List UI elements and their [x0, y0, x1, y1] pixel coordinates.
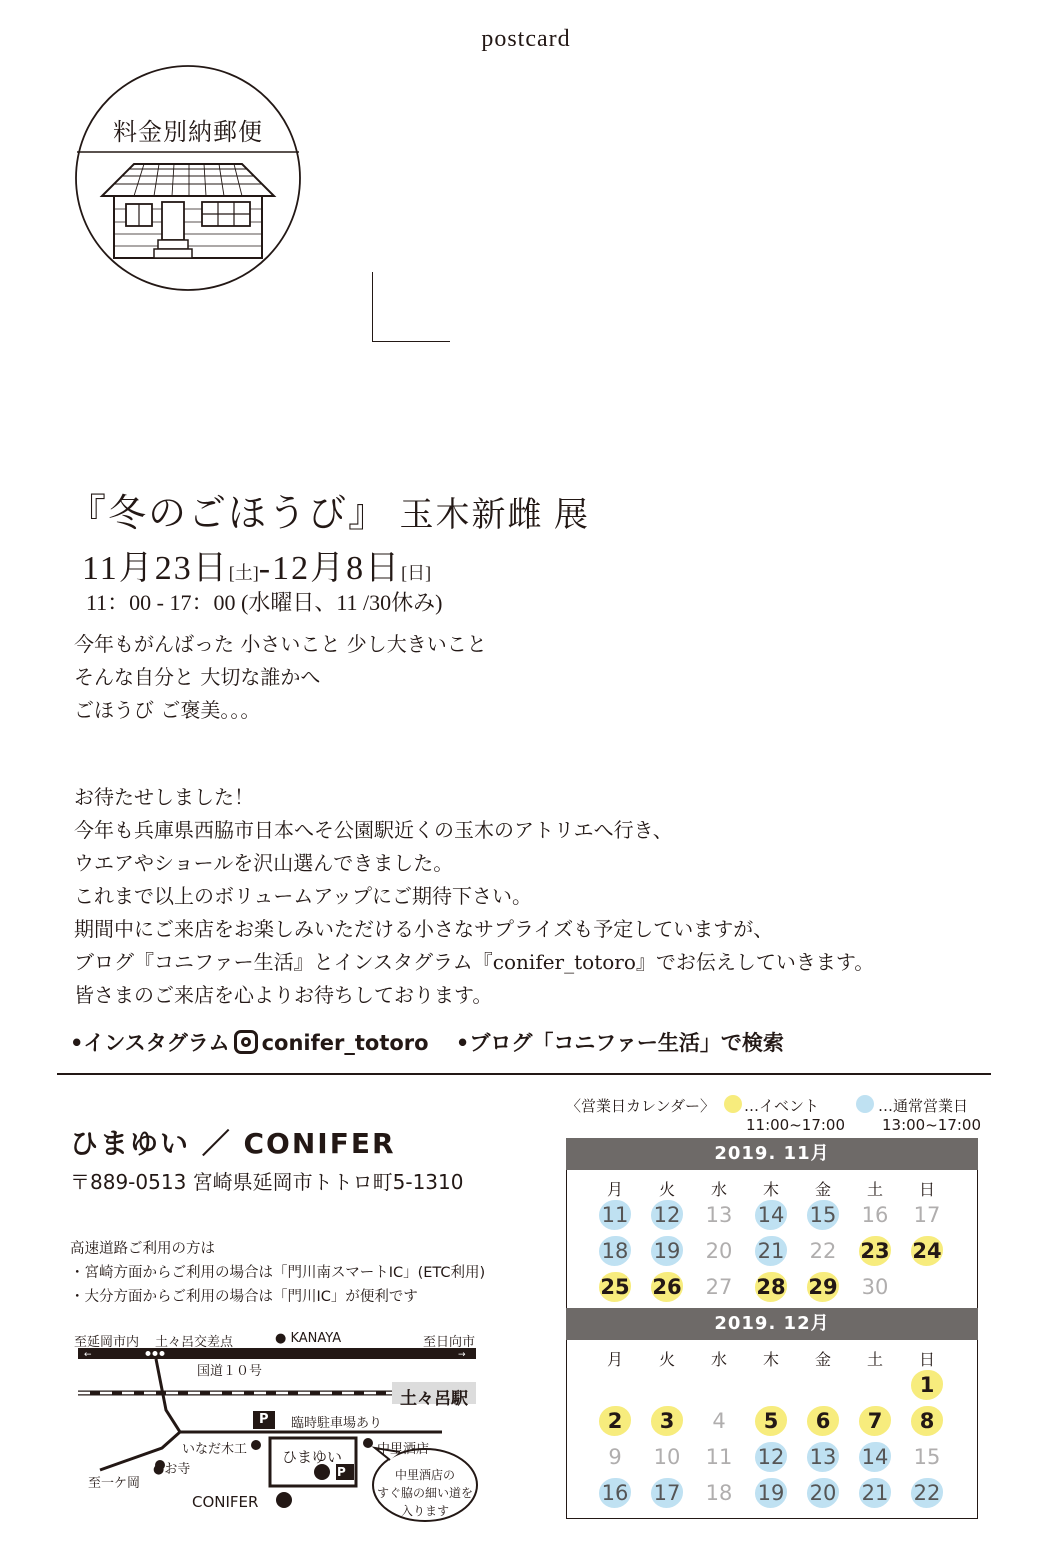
calendar-date-number: 7 [867, 1409, 883, 1433]
calendar-date-cell [693, 1403, 745, 1439]
calendar-date-number: 15 [809, 1203, 837, 1227]
map-label-inada: いなだ木工 [182, 1442, 248, 1457]
end-date: 12月8日 [272, 550, 402, 587]
calendar-date-cell [641, 1403, 693, 1439]
calendar-date-number: 14 [861, 1445, 889, 1469]
calendar-weekday: 木 [762, 1180, 779, 1199]
normal-dot-icon [856, 1095, 874, 1113]
calendar-date-cell [849, 1439, 901, 1475]
svg-text:←: ← [84, 1350, 92, 1360]
map-label-kanaya: ● KANAYA [275, 1331, 342, 1346]
calendar-date-number: 4 [712, 1409, 726, 1433]
calendar-date-number: 22 [913, 1481, 941, 1505]
calendar-date-number: 18 [705, 1481, 733, 1505]
calendar-date-cell [849, 1197, 901, 1233]
map-bubble-line: 中里酒店の [394, 1468, 455, 1482]
calendar-weekday: 水 [710, 1350, 727, 1369]
calendar-date-cell [901, 1475, 953, 1511]
message-line: お待たせしました！ [74, 785, 254, 809]
calendar-date-number: 30 [861, 1275, 889, 1299]
access-line: ・大分方面からご利用の場合は「門川IC」が便利です [70, 1289, 418, 1305]
poem-line: ごほうび ご褒美。。。 [74, 698, 261, 722]
map-label-intersection: 土々呂交差点 [155, 1335, 234, 1350]
calendar-date-number: 23 [860, 1239, 890, 1263]
calendar-date-number: 25 [600, 1275, 630, 1299]
message-line: 今年も兵庫県西脇市日本へそ公園駅近くの玉木のアトリエへ行き、 [74, 818, 673, 842]
calendar-date-number: 28 [756, 1275, 786, 1299]
calendar-weekday: 日 [918, 1350, 935, 1369]
calendar-weekday: 月 [606, 1180, 623, 1199]
calendar-date-cell [849, 1233, 901, 1269]
message-line: ブログ『コニファー生活』とインスタグラム『conifer_totoro』でお伝えしていきます。 [74, 950, 875, 974]
calendar-date-cell [797, 1475, 849, 1511]
access-heading: 高速道路ご利用の方は [70, 1241, 215, 1257]
calendar-date-number: 21 [861, 1481, 889, 1505]
calendar-date-number: 19 [653, 1239, 681, 1263]
calendar-date-number: 21 [757, 1239, 785, 1263]
calendar-date-number: 1 [919, 1373, 935, 1397]
calendar-date-cell [745, 1269, 797, 1305]
map-label-conifer: CONIFER [192, 1493, 259, 1511]
calendar-date-cell [901, 1403, 953, 1439]
calendar-date-number: 14 [757, 1203, 785, 1227]
title-main: 『冬のごほうび』 [68, 493, 389, 535]
shop-address: 〒889-0513 宮崎県延岡市トトロ町5-1310 [70, 1170, 464, 1194]
end-dow: [日] [401, 563, 432, 583]
svg-text:→: → [458, 1350, 466, 1360]
calendar-weekday: 金 [814, 1350, 831, 1369]
calendar-date-cell [849, 1403, 901, 1439]
legend-normal-hours: 13:00~17:00 [882, 1116, 982, 1134]
calendar-date-cell [641, 1233, 693, 1269]
calendar-date-cell [589, 1269, 641, 1305]
calendar-date-number: 20 [809, 1481, 837, 1505]
calendar-date-cell [901, 1197, 953, 1233]
calendar-date-number: 2 [607, 1409, 623, 1433]
calendar-date-cell [797, 1269, 849, 1305]
title-sub: 玉木新雌 展 [399, 497, 591, 534]
calendar-date-cell [797, 1439, 849, 1475]
calendar-date-cell [641, 1475, 693, 1511]
calendar-weekday: 日 [918, 1180, 935, 1199]
calendar-date-number: 17 [913, 1203, 941, 1227]
calendar-date-cell [693, 1233, 745, 1269]
calendar-date-number: 20 [705, 1239, 733, 1263]
map-label-station: 土々呂駅 [400, 1389, 468, 1409]
calendar-weekday: 水 [710, 1180, 727, 1199]
calendar-date-cell [589, 1197, 641, 1233]
start-date: 11月23日 [82, 550, 229, 587]
calendar-date-cell [693, 1439, 745, 1475]
calendar-date-number: 11 [601, 1203, 629, 1227]
calendar-date-cell [849, 1475, 901, 1511]
calendar-date-cell [797, 1197, 849, 1233]
calendar-weekday: 土 [866, 1180, 883, 1199]
calendar-date-number: 24 [912, 1239, 942, 1263]
calendar-date-cell [901, 1233, 953, 1269]
message-line: これまで以上のボリュームアップにご期待下さい。 [74, 884, 532, 908]
postcard-label: postcard [481, 26, 571, 52]
calendar-date-number: 26 [652, 1275, 682, 1299]
shop-name: ひまゆい ／ CONIFER [70, 1127, 396, 1160]
map-label-himayui: ひまゆい [282, 1448, 343, 1466]
map-label-to-ikeoka: 至一ケ岡 [88, 1476, 141, 1491]
stamp-label: 料金別納郵便 [113, 118, 263, 146]
calendar-date-cell [641, 1269, 693, 1305]
calendar-date-cell [745, 1233, 797, 1269]
calendar-date-number: 12 [653, 1203, 681, 1227]
calendar-date-cell [589, 1233, 641, 1269]
calendar-date-number: 9 [608, 1445, 622, 1469]
message-line: 皆さまのご来店を心よりお待ちしております。 [74, 983, 493, 1007]
map-label-temp-parking: 臨時駐車場あり [291, 1416, 383, 1431]
calendar-date-number: 29 [808, 1275, 838, 1299]
calendar-date-cell [745, 1403, 797, 1439]
calendar-date-number: 3 [659, 1409, 675, 1433]
calendar-weekday: 火 [658, 1180, 675, 1199]
calendar-date-number: 17 [653, 1481, 681, 1505]
legend-normal-label: …通常営業日 [878, 1097, 969, 1115]
address-corner-mark [372, 272, 450, 342]
map-label-to-nobeoka: 至延岡市内 [74, 1335, 140, 1350]
social-links [70, 1027, 784, 1057]
poem-line: 今年もがんばった 小さいこと 少し大きいこと [74, 632, 487, 656]
calendar-date-number: 22 [809, 1239, 837, 1263]
access-line: ・宮崎方面からご利用の場合は「門川南スマートIC」(ETC利用) [70, 1265, 486, 1281]
calendar-date-number: 11 [705, 1445, 733, 1469]
map-parking-p: P [259, 1412, 269, 1427]
map-bubble-line: 入ります [400, 1504, 449, 1518]
calendar-date-number: 16 [861, 1203, 889, 1227]
legend-event-label: …イベント [744, 1097, 820, 1115]
calendar-date-cell [901, 1439, 953, 1475]
calendar-date-number: 10 [653, 1445, 681, 1469]
message-line: 期間中にご来店をお楽しみいただける小さなサプライズも予定していますが、 [74, 917, 774, 941]
calendar-date-cell [693, 1269, 745, 1305]
calendar-date-number: 13 [809, 1445, 837, 1469]
calendar-date-number: 12 [757, 1445, 785, 1469]
calendar-date-cell [589, 1475, 641, 1511]
instagram-prefix: •インスタグラム [70, 1031, 230, 1055]
calendar-date-number: 18 [601, 1239, 629, 1263]
instagram-icon [234, 1030, 258, 1054]
calendar-weekday: 火 [658, 1350, 675, 1369]
calendar-date-cell [901, 1367, 953, 1403]
map-label-otera: ●お寺 [153, 1462, 191, 1477]
calendar-date-number: 16 [601, 1481, 629, 1505]
message-line: ウエアやショールを沢山選んできました。 [74, 851, 454, 875]
map-label-to-hyuga: 至日向市 [423, 1335, 476, 1350]
calendar-month-header: 2019. 11月 [566, 1138, 978, 1170]
section-divider [57, 1073, 991, 1075]
calendar-date-number: 15 [913, 1445, 941, 1469]
calendar-date-number: 6 [815, 1409, 831, 1433]
opening-hours: 11：00 - 17：00 (水曜日、11 /30休み) [86, 590, 443, 615]
exhibition-dates [82, 540, 431, 589]
calendar-date-cell [745, 1197, 797, 1233]
calendar-date-number: 19 [757, 1481, 785, 1505]
map-label-route: 国道１０号 [197, 1364, 263, 1379]
calendar-date-cell [745, 1475, 797, 1511]
calendar-date-cell [849, 1269, 901, 1305]
calendar-date-cell [797, 1403, 849, 1439]
legend-event-hours: 11:00~17:00 [746, 1116, 846, 1134]
calendar-month-header: 2019. 12月 [566, 1308, 978, 1340]
calendar-weekday: 土 [866, 1350, 883, 1369]
calendar-date-number: 13 [705, 1203, 733, 1227]
date-separator: - [258, 550, 273, 587]
calendar-date-cell [745, 1439, 797, 1475]
calendar-legend-title: 〈営業日カレンダー〉 [566, 1097, 716, 1115]
calendar-date-cell [589, 1439, 641, 1475]
calendar-date-cell [641, 1197, 693, 1233]
calendar-date-cell [797, 1233, 849, 1269]
calendar-date-number: 8 [919, 1409, 935, 1433]
exhibition-title [68, 482, 590, 537]
calendar-date-number: 5 [763, 1409, 779, 1433]
postage-stamp-house-illustration [74, 64, 302, 292]
calendar-weekday: 木 [762, 1350, 779, 1369]
poem-line: そんな自分と 大切な誰かへ [74, 665, 321, 689]
instagram-handle: conifer_totoro [261, 1031, 429, 1055]
calendar-date-cell [589, 1403, 641, 1439]
map-shop-p: P [337, 1465, 346, 1479]
event-dot-icon [724, 1095, 742, 1113]
calendar-date-cell [693, 1197, 745, 1233]
calendar-weekday: 月 [606, 1350, 623, 1369]
start-dow: [土] [228, 563, 259, 583]
calendar-date-cell [693, 1475, 745, 1511]
blog-link-text: •ブログ「コニファー生活」で検索 [455, 1031, 784, 1055]
calendar-date-cell [641, 1439, 693, 1475]
map-bubble-line: すぐ脇の細い道を [376, 1486, 473, 1500]
calendar-date-number: 27 [705, 1275, 733, 1299]
calendar-weekday: 金 [814, 1180, 831, 1199]
map-label-nakazato: 中里酒店 [377, 1442, 430, 1457]
